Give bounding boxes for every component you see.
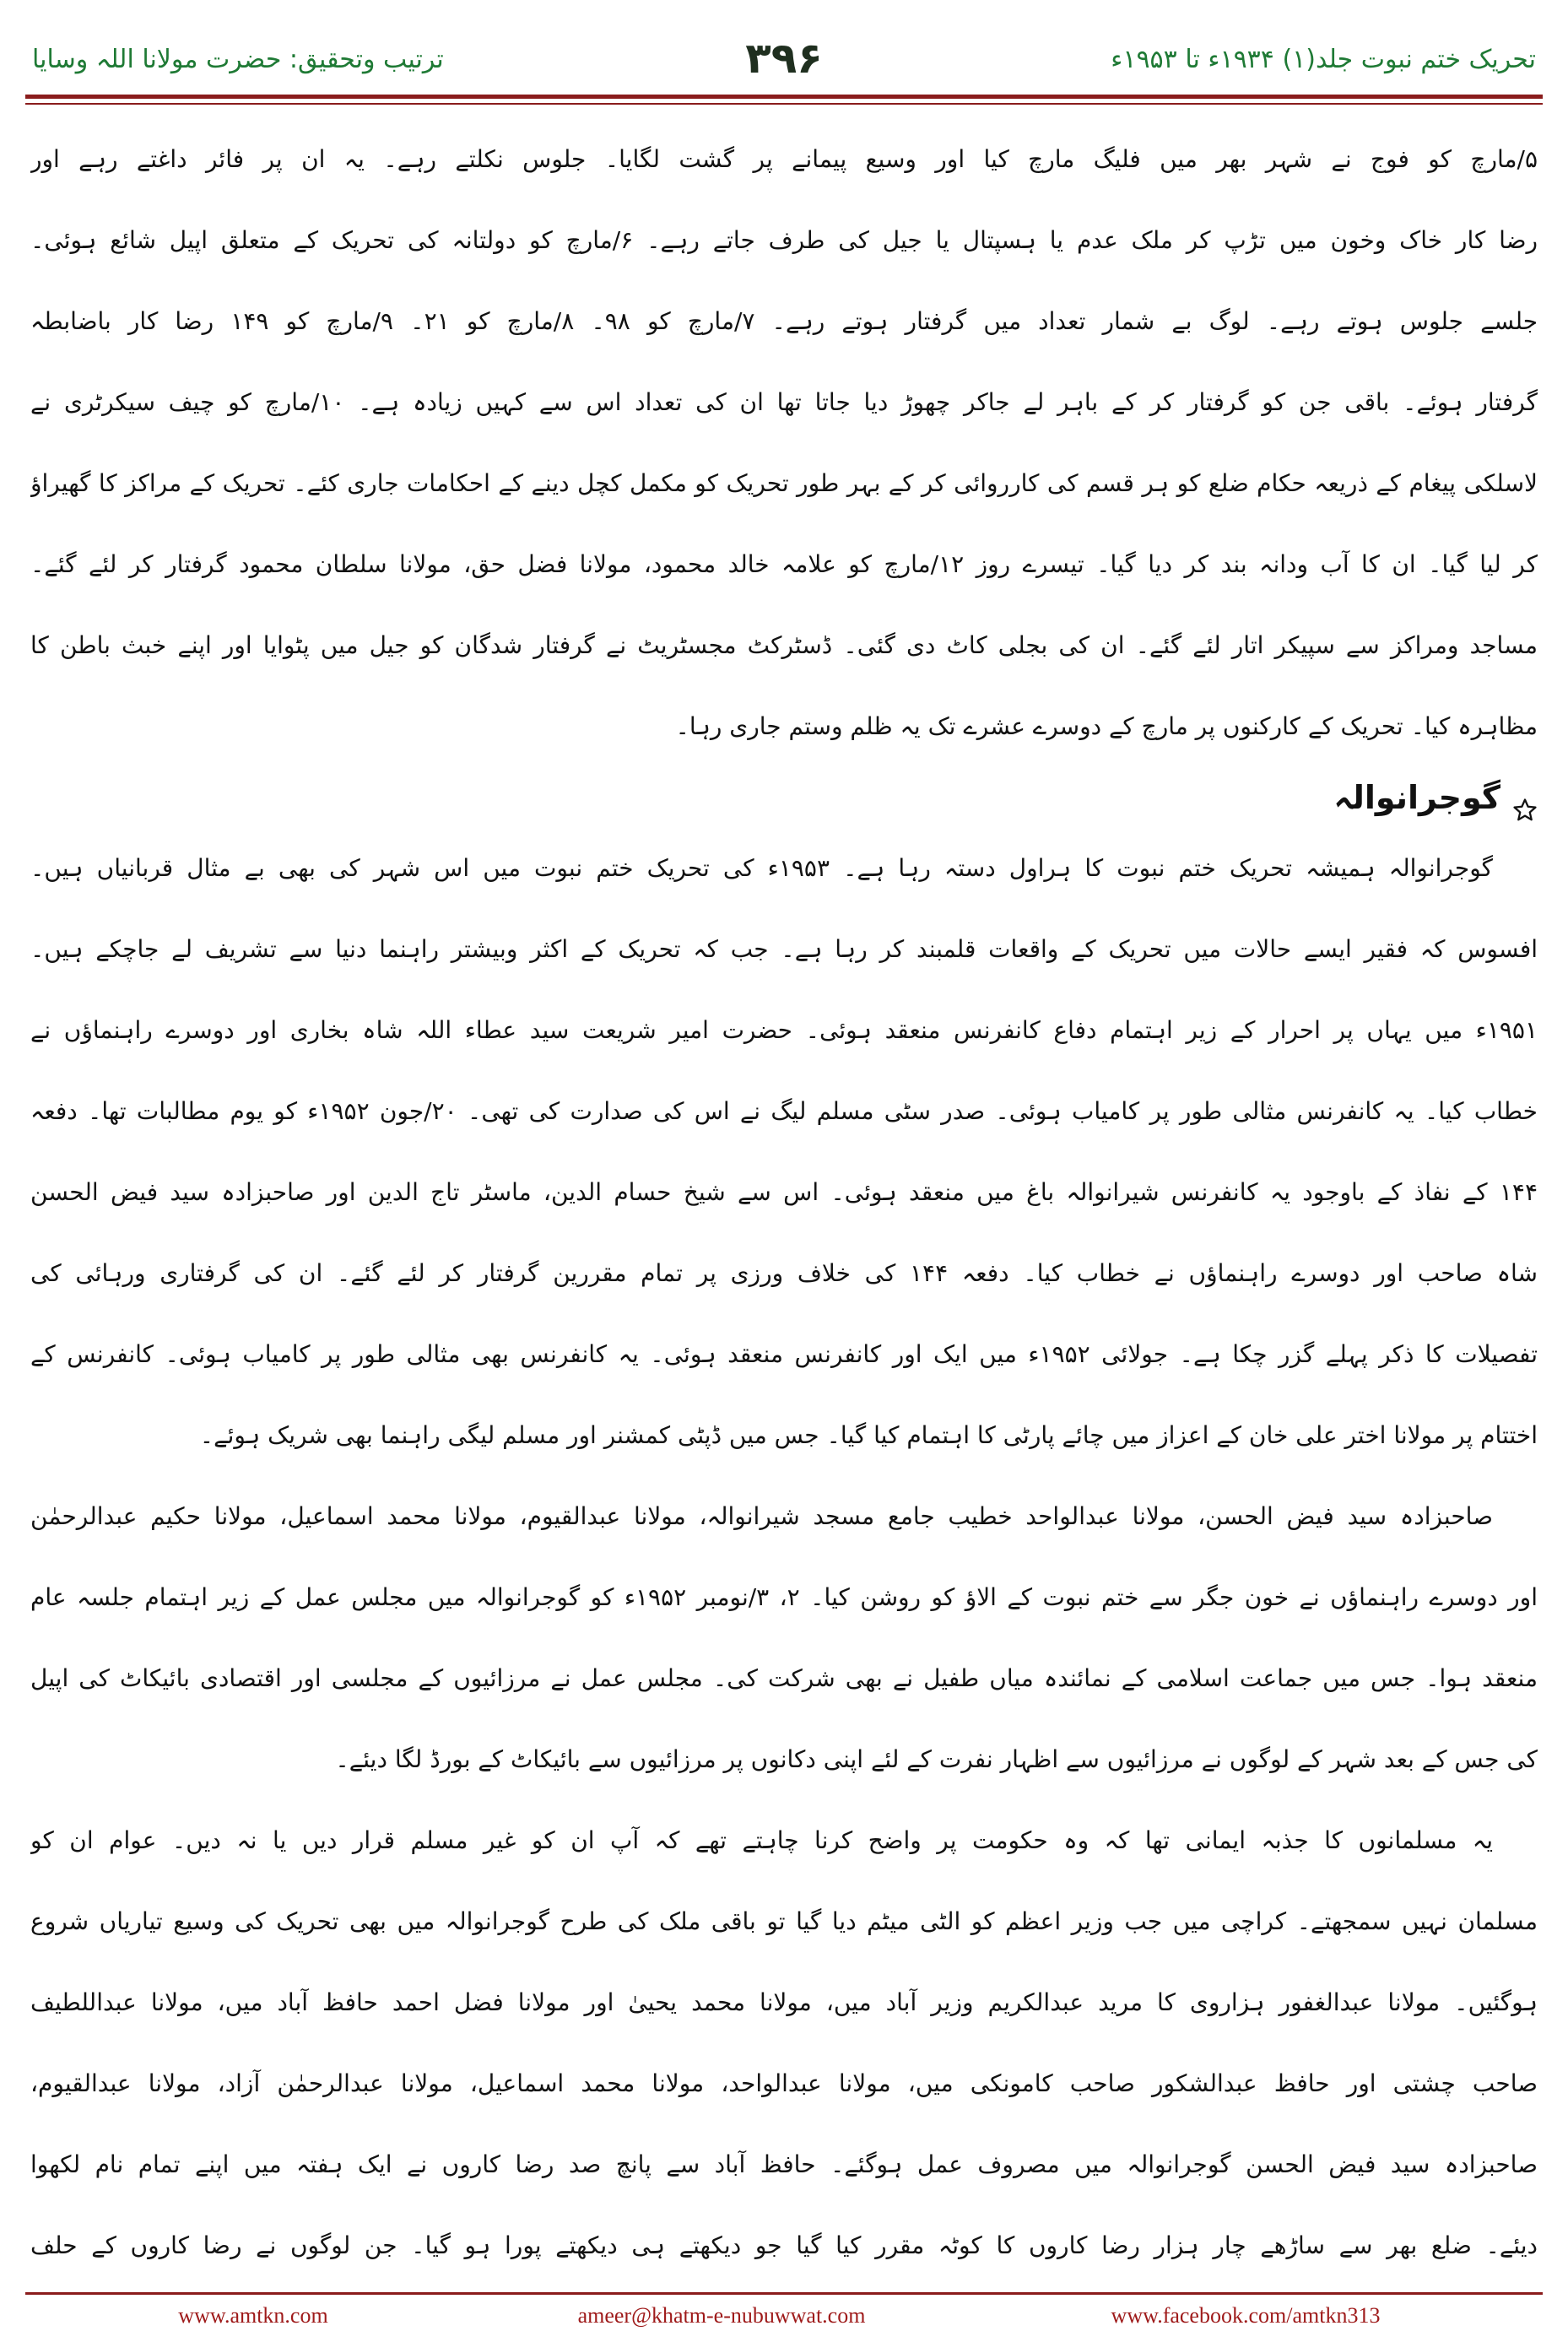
header-rule-thick xyxy=(25,95,1543,99)
book-title-header: تحریک ختم نبوت جلد(۱) ۱۹۳۴ء تا ۱۹۵۳ء xyxy=(1111,45,1536,74)
text-line: ہوگئیں۔ مولانا عبدالغفور ہزاروی کا مرید عبدالکریم وزیر آباد میں، مولانا محمد یحییٰ اور مولانا فضل احمد حافظ آباد میں، مولانا عبداللطیف xyxy=(30,1988,1538,2016)
section-heading-text: گوجرانوالہ xyxy=(1333,779,1500,816)
text-line: یہ مسلمانوں کا جذبہ ایمانی تھا کہ وہ حکومت پر واضح کرنا چاہتے تھے کہ آپ ان کو غیر مسلم قرار دیں یا نہ دیں۔ عوام ان کو xyxy=(30,1826,1493,1854)
text-line: مظاہرہ کیا۔ تحریک کے کارکنوں پر مارچ کے دوسرے عشرے تک یہ ظلم وستم جاری رہا۔ xyxy=(675,712,1538,740)
text-line: صاحبزادہ سید فیض الحسن گوجرانوالہ میں مصروف عمل ہوگئے۔ حافظ آباد سے پانچ صد رضا کاروں نے ایک ہفتہ میں اپنے تمام نام لکھوا xyxy=(30,2150,1538,2178)
text-line: اختتام پر مولانا اختر علی خان کے اعزاز میں چائے پارٹی کا اہتمام کیا گیا۔ جس میں ڈپٹی کمشنر اور مسلم لیگی راہنما بھی شریک ہوئے۔ xyxy=(199,1421,1538,1449)
text-line: تفصیلات کا ذکر پہلے گزر چکا ہے۔ جولائی ۱۹۵۲ء میں ایک اور کانفرنس منعقد ہوئی۔ یہ کانفرنس بھی مثالی طور پر کامیاب ہوئی۔ کانفرنس کے xyxy=(30,1340,1538,1368)
text-line: ۱۴۴ کے نفاذ کے باوجود یہ کانفرنس شیرانوالہ باغ میں منعقد ہوئی۔ اس سے شیخ حسام الدین، ماسٹر تاج الدین اور صاحبزادہ سید فیض الحسن xyxy=(30,1178,1538,1206)
paragraph-2 xyxy=(30,828,1538,1476)
section-heading xyxy=(30,767,1538,828)
text-line: ۵/مارچ کو فوج نے شہر بھر میں فلیگ مارچ کیا اور وسیع پیمانے پر گشت لگایا۔ جلوس نکلتے رہے۔ یہ ان پر فائر داغتے رہے اور xyxy=(30,145,1538,173)
text-line: لاسلکی پیغام کے ذریعہ حکام ضلع کو ہر قسم کی کارروائی کر کے بہر طور تحریک کو مکمل کچل دینے کے احکامات جاری کئے۔ تحریک کے مراکز کا گھیراؤ xyxy=(30,469,1538,497)
text-line: اور دوسرے راہنماؤں نے خون جگر سے ختم نبوت کے الاؤ کو روشن کیا۔ ۲، ۳/نومبر ۱۹۵۲ء کو گوجرانوالہ میں مجلس عمل کے زیر اہتمام جلسہ عام xyxy=(30,1583,1538,1611)
star-icon xyxy=(1512,785,1538,810)
text-line: مساجد ومراکز سے سپیکر اتار لئے گئے۔ ان کی بجلی کاٹ دی گئی۔ ڈسٹرکٹ مجسٹریٹ نے گرفتار شدگان کو جیل میں پٹوایا اور اپنے خبث باطن کا xyxy=(30,631,1538,659)
text-line: کر لیا گیا۔ ان کا آب ودانہ بند کر دیا گیا۔ تیسرے روز ۱۲/مارچ کو علامہ خالد محمود، مولانا فضل حق، مولانا سلطان محمود گرفتار کر لئے گئے۔ xyxy=(30,550,1538,578)
body-text xyxy=(30,119,1538,2286)
footer-facebook: www.facebook.com/amtkn313 xyxy=(1111,2303,1381,2328)
paragraph-4 xyxy=(30,1800,1538,2286)
text-line: کی جس کے بعد شہر کے لوگوں نے مرزائیوں سے اظہار نفرت کے لئے اپنی دکانوں پر مرزائیوں سے بائیکاٹ کے بورڈ لگا دیئے۔ xyxy=(335,1745,1538,1773)
footer-website: www.amtkn.com xyxy=(178,2303,328,2328)
text-line: دیئے۔ ضلع بھر سے ساڑھے چار ہزار رضا کاروں کا کوٹہ مقرر کیا گیا جو دیکھتے ہی دیکھتے پورا ہو گیا۔ جن لوگوں نے رضا کاروں کے حلف xyxy=(30,2231,1538,2259)
text-line: صاحبزادہ سید فیض الحسن، مولانا عبدالواحد خطیب جامع مسجد شیرانوالہ، مولانا عبدالقیوم، مولانا محمد اسماعیل، مولانا حکیم عبدالرحمٰن xyxy=(30,1502,1493,1530)
text-line: خطاب کیا۔ یہ کانفرنس مثالی طور پر کامیاب ہوئی۔ صدر سٹی مسلم لیگ نے اس کی صدارت کی تھی۔ ۲۰/جون ۱۹۵۲ء کو یوم مطالبات تھا۔ دفعہ xyxy=(30,1097,1538,1125)
header-rule-thin xyxy=(25,103,1543,105)
text-line: گرفتار ہوئے۔ باقی جن کو گرفتار کر کے باہر لے جاکر چھوڑ دیا جاتا تھا ان کی تعداد اس سے کہیں زیادہ ہے۔ ۱۰/مارچ کو چیف سیکرٹری نے xyxy=(30,388,1538,416)
text-line: رضا کار خاک وخون میں تڑپ کر ملک عدم یا ہسپتال یا جیل کی طرف جاتے رہے۔ ۶/مارچ کو دولتانہ کی تحریک کے متعلق اپیل شائع ہوئی۔ xyxy=(30,226,1538,254)
compiler-credit-header: ترتیب وتحقیق: حضرت مولانا اللہ وسایا xyxy=(32,45,444,74)
text-line: افسوس کہ فقیر ایسے حالات میں تحریک کے واقعات قلمبند کر رہا ہے۔ جب کہ تحریک کے اکثر وبیشتر راہنما دنیا سے تشریف لے جاچکے ہیں۔ xyxy=(30,935,1538,963)
text-line: منعقد ہوا۔ جس میں جماعت اسلامی کے نمائندہ میاں طفیل نے بھی شرکت کی۔ مجلس عمل نے مرزائیوں کے مجلسی اور اقتصادی بائیکاٹ کی اپیل xyxy=(30,1664,1538,1692)
text-line: جلسے جلوس ہوتے رہے۔ لوگ بے شمار تعداد میں گرفتار ہوتے رہے۔ ۷/مارچ کو ۹۸۔ ۸/مارچ کو ۲۱۔ ۹/مارچ کو ۱۴۹ رضا کار باضابطہ xyxy=(30,307,1538,335)
page-number: ۳۹۶ xyxy=(745,34,823,83)
text-line: گوجرانوالہ ہمیشہ تحریک ختم نبوت کا ہراول دستہ رہا ہے۔ ۱۹۵۳ء کی تحریک ختم نبوت میں اس شہر کی بھی بے مثال قربانیاں ہیں۔ xyxy=(30,854,1493,882)
paragraph-3 xyxy=(30,1476,1538,1800)
text-line: صاحب چشتی اور حافظ عبدالشکور صاحب کامونکی میں، مولانا عبدالواحد، مولانا محمد اسماعیل، مولانا عبدالرحمٰن آزاد، مولانا عبدالقیوم، xyxy=(30,2069,1538,2097)
footer-email: ameer@khatm-e-nubuwwat.com xyxy=(577,2303,866,2328)
paragraph-1 xyxy=(30,119,1538,767)
footer-rule xyxy=(25,2292,1543,2295)
text-line: ۱۹۵۱ء میں یہاں پر احرار کے زیر اہتمام دفاع کانفرنس منعقد ہوئی۔ حضرت امیر شریعت سید عطاء اللہ شاہ بخاری اور دوسرے راہنماؤں نے xyxy=(30,1016,1538,1044)
text-line: مسلمان نہیں سمجھتے۔ کراچی میں جب وزیر اعظم کو الٹی میٹم دیا گیا تو باقی ملک کی طرح گوجرانوالہ میں بھی تحریک کی وسیع تیاریاں شروع xyxy=(30,1907,1538,1935)
text-line: شاہ صاحب اور دوسرے راہنماؤں نے خطاب کیا۔ دفعہ ۱۴۴ کی خلاف ورزی پر تمام مقررین گرفتار کر لئے گئے۔ ان کی گرفتاری ورہائی کی xyxy=(30,1259,1538,1287)
